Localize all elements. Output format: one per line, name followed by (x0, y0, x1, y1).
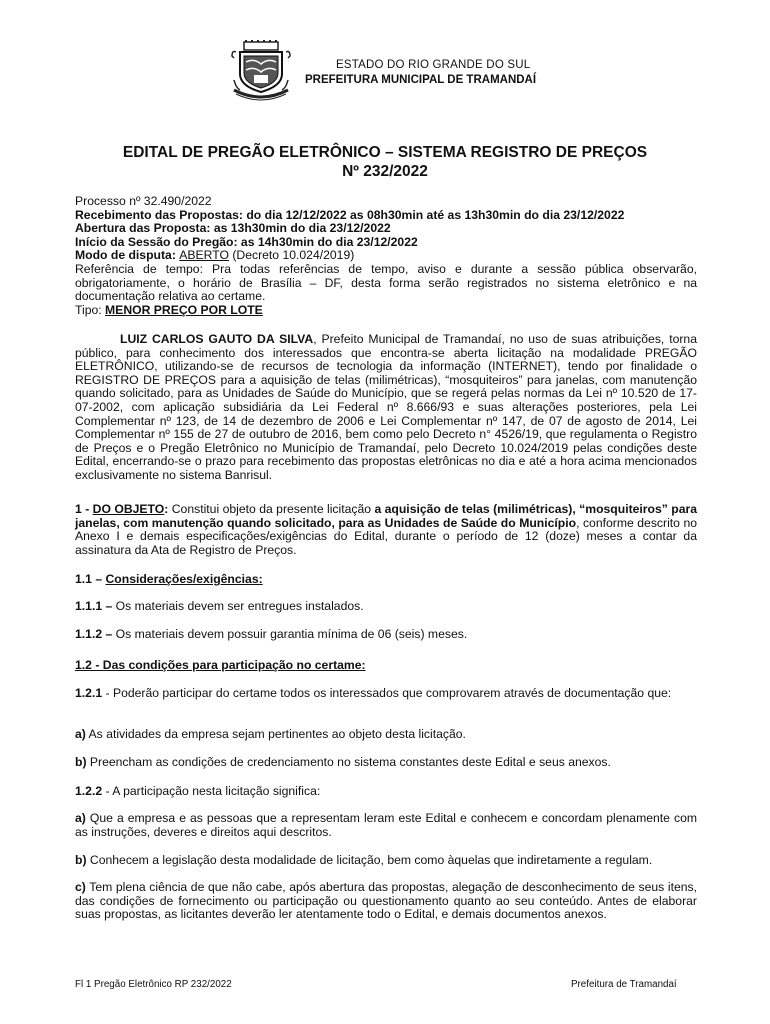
item-1-2-2-a: a) Que a empresa e as pessoas que a representam leram este Edital e conhecem e concordam plenamente com as instruções, deveres e direitos aqui descritos. (75, 811, 697, 839)
header-state: ESTADO DO RIO GRANDE DO SUL (336, 59, 531, 71)
section-1-2-heading: 1.2 - Das condições para participação no certame: (75, 658, 366, 672)
document-title: EDITAL DE PREGÃO ELETRÔNICO – SISTEMA REGISTRO DE PREÇOS (122, 144, 648, 161)
item-1-2-1-a: a) As atividades da empresa sejam pertinentes ao objeto desta licitação. (75, 727, 466, 741)
modo-line: Modo de disputa: ABERTO (Decreto 10.024/2019) (75, 248, 355, 263)
item-1-2-2-b: b) Conhecem a legislação desta modalidade de licitação, bem como àquelas que indiretamente a regulam. (75, 853, 653, 867)
item-1-1-1: 1.1.1 – Os materiais devem ser entregues instalados. (75, 599, 364, 613)
modo-value: ABERTO (179, 248, 229, 263)
item-1-2-2: 1.2.2 - A participação nesta licitação significa: (75, 784, 321, 798)
item-1-2-2-c: c) Tem plena ciência de que não cabe, após abertura das propostas, alegação de desconhecimento de seus itens, das condições de fornecimento ou participação ou questionamento quanto ao seu conteúdo. Antes de elaborar suas propostas, as licitantes deverão ler atentamente todo o Edital, e demais documentos anexos. (75, 880, 697, 922)
item-1-1-2: 1.1.2 – Os materiais devem possuir garantia mínima de 06 (seis) meses. (75, 627, 468, 641)
mayor-name: LUIZ CARLOS GAUTO DA SILVA (120, 332, 314, 346)
coat-of-arms-icon (230, 40, 292, 102)
footer-left: Fl 1 Pregão Eletrônico RP 232/2022 (75, 979, 232, 990)
tipo-line: Tipo: MENOR PREÇO POR LOTE (75, 302, 263, 317)
inicio-line: Início da Sessão do Pregão: as 14h30min do dia 23/12/2022 (75, 234, 418, 249)
abertura-line: Abertura das Proposta: as 13h30min do dia 23/12/2022 (75, 221, 391, 236)
item-1-2-1-b: b) Preencham as condições de credenciamento no sistema constantes deste Edital e seus anexos. (75, 755, 611, 769)
document-number: Nº 232/2022 (342, 163, 428, 180)
object-paragraph: 1 - DO OBJETO: Constitui objeto da presente licitação a aquisição de telas (milimétricas), “mosquiteiros” para janelas, com manutenção quando solicitado, para as Unidades de Saúde do Município, conforme descrito no Anexo I e demais especificações/exigências do Edital, durante o período de 12 (doze) meses a contar da assinatura da Ata de Registro de Preços. (75, 502, 698, 557)
header-prefecture: PREFEITURA MUNICIPAL DE TRAMANDAÍ (305, 74, 537, 86)
item-1-2-1: 1.2.1 - Poderão participar do certame todos os interessados que comprovarem através de documentação que: (75, 686, 672, 700)
recebimento-line: Recebimento das Propostas: do dia 12/12/2022 as 08h30min até as 13h30min do dia 23/12/2022 (75, 207, 625, 222)
process-info (75, 195, 697, 317)
tipo-value: MENOR PREÇO POR LOTE (105, 302, 263, 317)
footer-right: Prefeitura de Tramandaí (571, 979, 677, 990)
section-1-1-heading: 1.1 – Considerações/exigências: (75, 572, 263, 586)
referencia-paragraph: Referência de tempo: Pra todas referências de tempo, aviso e durante a sessão pública observarão, obrigatoriamente, o horário de Brasília – DF, desta forma serão registrados no sistema eletrônico e na documentação relativa ao certame. (75, 261, 697, 304)
object-heading: DO OBJETO (92, 502, 165, 516)
processo-line: Processo nº 32.490/2022 (75, 194, 212, 208)
preamble-paragraph: LUIZ CARLOS GAUTO DA SILVA, Prefeito Municipal de Tramandaí, no uso de suas atribuições, torna público, para conhecimento dos interessados que encontra-se aberta licitação na modalidade PREGÃO ELETRÔNICO, utilizando-se de recursos de tecnologia da informação (INTERNET), tendo por finalidade o REGISTRO DE PREÇOS para a aquisição de telas (milimétricas), “mosquiteiros” para janelas, com manutenção quando solicitado, para as Unidades de Saúde do Município, que se regerá pelas normas da Lei nº 10.520 de 17-07-2002, com aplicação subsidiária da Lei Federal nº 8.666/93 e suas alterações posteriores, pela Lei Complementar nº 123, de 14 de dezembro de 2006 e Lei Complementar nº 147, de 07 de agosto de 2014, Lei Complementar nº 155 de 27 de outubro de 2016, bem como pelo Decreto n° 4526/19, que regulamenta o Registro de Preços e o Pregão Eletrônico no Município de Tramandaí, pelo Decreto 10.024/2019 pelas condições deste Edital, encerrando-se o prazo para recebimento das propostas eletrônicas no dia e até a hora acima mencionados exclusivamente no sistema Banrisul. (75, 332, 697, 482)
